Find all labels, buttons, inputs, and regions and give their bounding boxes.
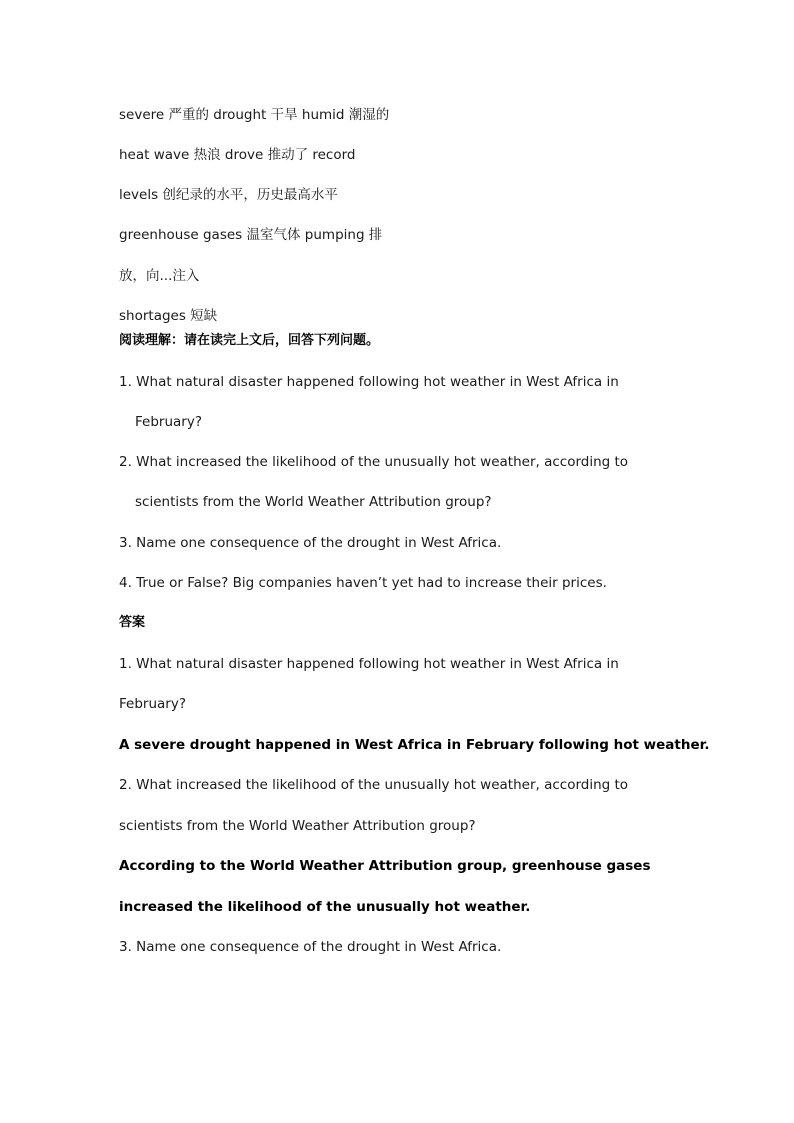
- answer-1-question-line-1: 1. What natural disaster happened following hot weather in West Africa in: [119, 656, 619, 672]
- question-4-line-1: 4. True or False? Big companies haven’t yet had to increase their prices.: [119, 575, 607, 591]
- answer-2-text-line-1: According to the World Weather Attribution group, greenhouse gases: [119, 858, 651, 874]
- question-2-line-1: 2. What increased the likelihood of the unusually hot weather, according to: [119, 454, 629, 470]
- answer-2-question-line-1: 2. What increased the likelihood of the unusually hot weather, according to: [119, 777, 629, 793]
- reading-heading: 阅读理解：请在读完上文后，回答下列问题。: [119, 333, 380, 348]
- answer-2-question-line-2: scientists from the World Weather Attribution group?: [119, 818, 476, 834]
- question-2-line-2: scientists from the World Weather Attribution group?: [135, 494, 492, 510]
- answers-heading: 答案: [119, 615, 146, 630]
- vocab-line-5: 放，向...注入: [119, 268, 200, 284]
- answer-1-question-line-2: February?: [119, 696, 186, 712]
- question-1-line-2: February?: [135, 414, 202, 430]
- vocab-line-1: severe 严重的 drought 干旱 humid 潮湿的: [119, 107, 390, 123]
- answer-2-text-line-2: increased the likelihood of the unusually hot weather.: [119, 899, 531, 915]
- vocab-line-4: greenhouse gases 温室气体 pumping 排: [119, 227, 383, 243]
- vocab-line-6: shortages 短缺: [119, 308, 218, 324]
- question-1-line-1: 1. What natural disaster happened following hot weather in West Africa in: [119, 374, 619, 390]
- answer-1-text: A severe drought happened in West Africa in February following hot weather.: [119, 737, 710, 753]
- question-3-line-1: 3. Name one consequence of the drought in West Africa.: [119, 535, 502, 551]
- vocab-line-2: heat wave 热浪 drove 推动了 record: [119, 147, 356, 163]
- answer-3-question-line-1: 3. Name one consequence of the drought in West Africa.: [119, 939, 502, 955]
- vocab-line-3: levels 创纪录的水平，历史最高水平: [119, 187, 338, 203]
